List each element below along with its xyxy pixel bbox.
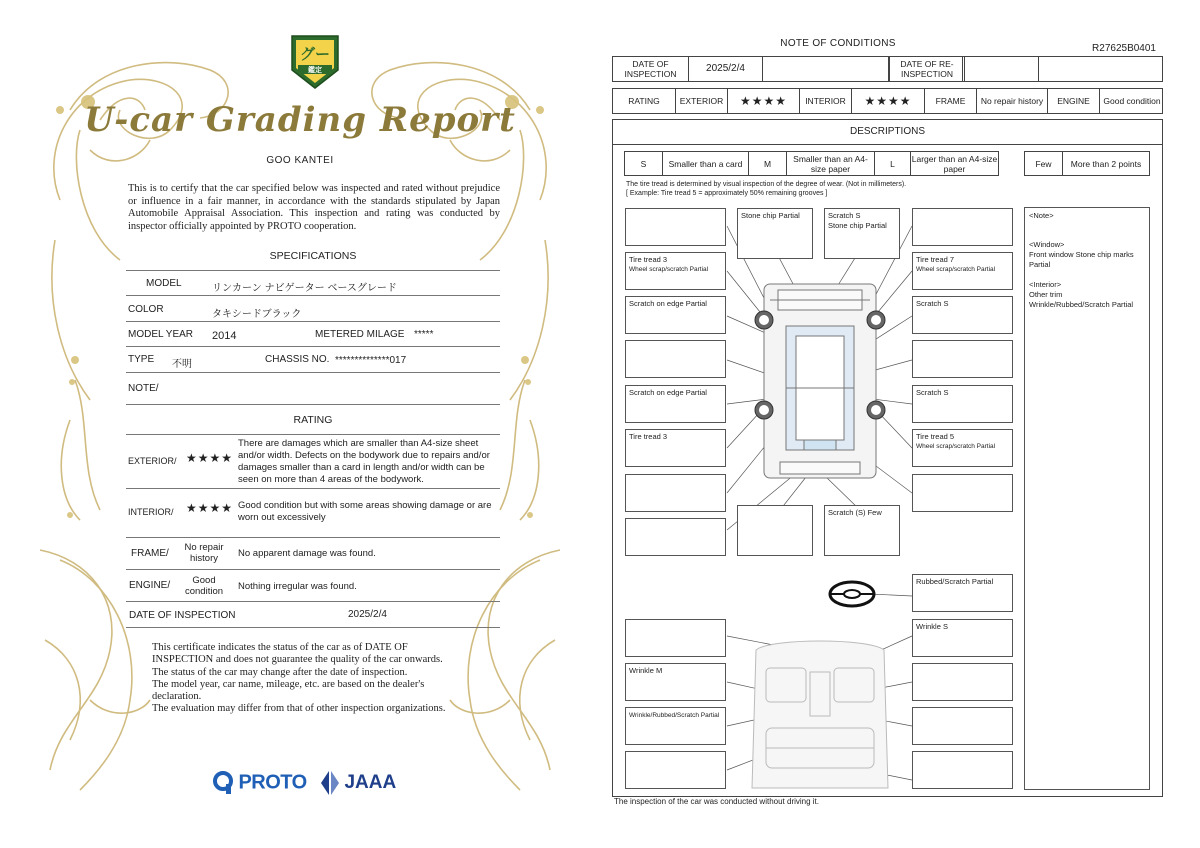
exterior-label: EXTERIOR — [676, 89, 728, 113]
condition-box — [912, 474, 1013, 512]
frame-value: No repair history — [977, 89, 1048, 113]
condition-box — [912, 663, 1013, 701]
date-of-inspection-label: DATE OF INSPECTION — [129, 610, 236, 621]
rating-heading: RATING — [293, 414, 333, 426]
certificate-subtitle: GOO KANTEI — [266, 155, 334, 166]
frame-value: No repair history — [184, 542, 224, 564]
condition-box — [625, 518, 726, 556]
chassis-label: CHASSIS NO. — [265, 354, 330, 365]
certificate-footer — [152, 642, 492, 716]
condition-box — [625, 474, 726, 512]
divider — [126, 346, 500, 347]
condition-text: Scratch S — [828, 211, 861, 220]
condition-text: Wheel scrap/scratch Partial — [916, 266, 996, 273]
condition-text: Wrinkle S — [916, 622, 948, 631]
frame-description: No apparent damage was found. — [238, 548, 376, 559]
exterior-stars: ★★★★ — [728, 89, 800, 113]
condition-box — [625, 208, 726, 246]
engine-value: Good condition — [184, 575, 224, 597]
window-text: Front window Stone chip marks Partial — [1029, 250, 1134, 269]
divider — [126, 627, 500, 628]
sheet-footer: The inspection of the car was conducted without driving it. — [614, 797, 819, 806]
condition-box — [912, 429, 1013, 467]
descriptions-heading: DESCRIPTIONS — [849, 126, 925, 137]
footer-line: The evaluation may differ from that of other inspection organizations. — [152, 703, 446, 715]
legend-m-text: Smaller than an A4-size paper — [787, 152, 875, 175]
interior-stars: ★★★★ — [852, 89, 925, 113]
condition-box — [912, 252, 1013, 290]
condition-box — [625, 751, 726, 789]
condition-box — [824, 208, 900, 259]
engine-label: ENGINE/ — [129, 580, 171, 591]
jaaa-logo — [318, 770, 396, 796]
date-of-inspection-value: 2025/2/4 — [689, 57, 763, 81]
jaaa-logo-text: JAAA — [344, 772, 397, 793]
condition-text: Scratch on edge Partial — [629, 388, 707, 397]
footer-line: INSPECTION and does not guarantee the quality of the car onwards. — [152, 654, 443, 666]
frame-label: FRAME — [925, 89, 977, 113]
condition-text: Wrinkle M — [629, 666, 663, 675]
footer-line: This certificate indicates the status of the car as of DATE OF — [152, 642, 408, 653]
condition-text: Wrinkle/Rubbed/Scratch Partial — [629, 712, 720, 719]
interior-text: Other trim Wrinkle/Rubbed/Scratch Partial — [1029, 290, 1134, 309]
type-value: 不明 — [172, 359, 192, 370]
condition-text: Tire tread 3 — [629, 432, 668, 441]
divider — [126, 537, 500, 538]
model-value: リンカーン ナビゲーター ベースグレード — [212, 283, 397, 294]
mileage-label: METERED MILAGE — [315, 329, 405, 340]
condition-box — [625, 340, 726, 378]
engine-value: Good condition — [1103, 96, 1161, 106]
svg-text:グー: グー — [299, 45, 331, 63]
date-of-inspection-value: 2025/2/4 — [348, 609, 387, 620]
divider — [126, 434, 500, 435]
note-label: NOTE/ — [128, 383, 159, 394]
condition-text: Tire tread 3 — [629, 255, 668, 264]
notes-heading: <Note> — [1029, 211, 1054, 220]
model-label: MODEL — [146, 278, 182, 289]
condition-text: Tire tread 7 — [916, 255, 955, 264]
condition-box — [824, 505, 900, 556]
condition-box — [625, 619, 726, 657]
color-label: COLOR — [128, 304, 164, 315]
note-of-conditions-sheet — [600, 0, 1200, 848]
legend-few-text: More than 2 points — [1070, 158, 1142, 169]
condition-text: Wheel scrap/scratch Partial — [629, 266, 709, 273]
interior-label: INTERIOR/ — [128, 507, 174, 517]
condition-text: Rubbed/Scratch Partial — [916, 577, 994, 586]
condition-box — [912, 751, 1013, 789]
divider — [126, 270, 500, 271]
engine-label: ENGINE — [1048, 89, 1100, 113]
rating-label: RATING — [613, 89, 676, 113]
legend-s-text: Smaller than a card — [663, 152, 749, 175]
condition-box — [625, 429, 726, 467]
divider — [126, 321, 500, 322]
proto-mark-icon — [212, 770, 234, 796]
condition-text: Scratch S — [916, 299, 949, 308]
model-year-value: 2014 — [212, 330, 237, 342]
sheet-title: NOTE OF CONDITIONS — [780, 38, 896, 49]
legend-m-code: M — [749, 152, 787, 175]
condition-box — [625, 252, 726, 290]
divider — [126, 372, 500, 373]
condition-box — [912, 619, 1013, 657]
certificate-intro: This is to certify that the car specified below was inspected and rated without prejudice or influence in a fair manner, in accordance with the standards stipulated by Japan Automobile Appraisal Association. This inspection and rating was conducted by inspector officially appointed by PROTO cooperation. — [128, 183, 500, 232]
exterior-label: EXTERIOR/ — [128, 456, 177, 466]
window-heading: <Window> — [1029, 240, 1065, 249]
legend-l-text: Larger than an A4-size paper — [911, 153, 998, 174]
reference-number: R27625B0401 — [1092, 43, 1156, 54]
condition-text: Tire tread 5 — [916, 432, 955, 441]
model-year-label: MODEL YEAR — [128, 329, 194, 340]
legend-l-code: L — [875, 152, 911, 175]
mileage-value: ***** — [414, 329, 434, 340]
tire-note-2: [ Example: Tire tread 5 = approximately 50% remaining grooves ] — [626, 190, 828, 197]
divider — [126, 404, 500, 405]
condition-box — [625, 296, 726, 334]
interior-description: Good condition but with some areas showing damage or are worn out excessively — [238, 500, 492, 523]
condition-text: Scratch on edge Partial — [629, 299, 707, 308]
condition-text: Scratch (S) Few — [828, 508, 882, 517]
condition-box — [737, 208, 813, 259]
condition-box — [625, 707, 726, 745]
condition-box — [912, 340, 1013, 378]
exterior-stars: ★★★★ — [186, 451, 234, 465]
condition-box — [625, 385, 726, 423]
date-of-reinspection-label: DATE OF RE-INSPECTION — [889, 57, 965, 81]
date-of-inspection-label: DATE OF INSPECTION — [613, 57, 689, 81]
tire-note-1: The tire tread is determined by visual inspection of the degree of wear. (Not in millimeters). — [626, 181, 907, 188]
condition-box — [912, 385, 1013, 423]
notes-panel — [1024, 207, 1150, 790]
engine-description: Nothing irregular was found. — [238, 581, 357, 592]
footer-line: The status of the car may change after the date of inspection. — [152, 666, 408, 678]
condition-text: Stone chip Partial — [828, 221, 887, 230]
condition-box — [912, 208, 1013, 246]
condition-text: Scratch S — [916, 388, 949, 397]
legend-s-code: S — [625, 152, 663, 175]
specifications-heading: SPECIFICATIONS — [269, 250, 357, 262]
condition-box — [912, 707, 1013, 745]
condition-text: Stone chip Partial — [741, 211, 800, 220]
divider — [126, 569, 500, 570]
chassis-value: **************017 — [335, 355, 407, 366]
divider — [126, 295, 500, 296]
interior-label: INTERIOR — [800, 89, 852, 113]
interior-heading: <Interior> — [1029, 280, 1062, 289]
divider — [126, 488, 500, 489]
footer-line: declaration. — [152, 691, 202, 703]
color-value: タキシードブラック — [212, 309, 302, 320]
jaaa-mark-icon — [318, 770, 340, 796]
exterior-description: There are damages which are smaller than A4-size sheet and/or width. Defects on the bodywork due to repairs and/or damages smaller than a card in length and/or width can be seen on more than 4 areas of the bodywork. — [238, 438, 490, 485]
divider — [126, 601, 500, 602]
proto-logo-text: PROTO — [238, 771, 307, 794]
frame-label: FRAME/ — [131, 548, 169, 559]
condition-box — [737, 505, 813, 556]
legend-few-code: Few — [1025, 152, 1063, 175]
goo-kantei-badge-icon — [288, 32, 342, 90]
interior-stars: ★★★★ — [186, 501, 234, 515]
type-label: TYPE — [128, 354, 155, 365]
condition-box — [912, 574, 1013, 612]
footer-line: The model year, car name, mileage, etc. are based on the dealer's — [152, 678, 425, 690]
proto-logo — [212, 770, 307, 796]
svg-text:鑑定: 鑑定 — [308, 66, 322, 74]
condition-box — [625, 663, 726, 701]
certificate-title: U-car Grading Report — [84, 100, 516, 140]
steering-wheel-icon — [830, 582, 874, 606]
condition-text: Wheel scrap/scratch Partial — [916, 443, 996, 450]
condition-box — [912, 296, 1013, 334]
